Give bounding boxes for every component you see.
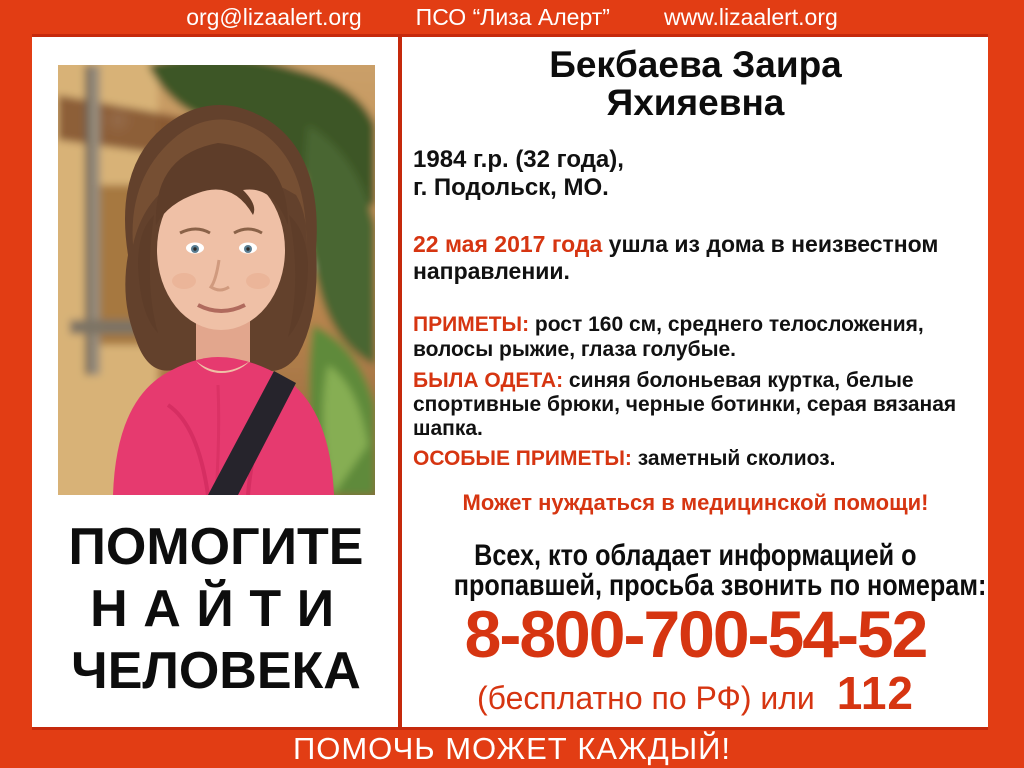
- medical-note: Может нуждаться в медицинской помощи!: [462, 490, 929, 515]
- person-name-line2: Яхияевна: [606, 82, 785, 123]
- special-features-text: заметный сколиоз.: [631, 447, 836, 470]
- org-website: www.lizaalert.org: [663, 3, 838, 30]
- disappearance-text: ушла из дома в неизвестном направлении.: [413, 231, 939, 284]
- hotline-phone-number: 8-800-700-54-52: [464, 597, 927, 671]
- org-email: org@lizaalert.org: [186, 3, 362, 30]
- help-line-1: ПОМОГИТЕ: [68, 518, 364, 576]
- emergency-number: 112: [836, 667, 915, 719]
- features-label: ПРИМЕТЫ:: [413, 313, 530, 336]
- clothes-paragraph: [413, 369, 975, 441]
- help-line-3: ЧЕЛОВЕКА: [71, 642, 361, 700]
- special-features-label: ОСОБЫЕ ПРИМЕТЫ:: [413, 447, 632, 470]
- features-paragraph: [413, 312, 975, 362]
- photo-illustration: [58, 65, 375, 495]
- person-figure: [113, 105, 334, 495]
- help-find-banner: [34, 516, 398, 702]
- org-name: ПСО “Лиза Алерт”: [415, 3, 610, 30]
- appeal-text: [403, 541, 988, 601]
- disappearance-info: [413, 231, 975, 285]
- special-features-paragraph: [413, 447, 975, 471]
- phone-subline: [403, 666, 988, 720]
- bottom-slogan: ПОМОЧЬ МОЖЕТ КАЖДЫЙ!: [292, 731, 732, 766]
- help-line-2: НАЙТИ: [90, 580, 350, 638]
- city: г. Подольск, МО.: [413, 174, 609, 201]
- birth-year: 1984 г.р. (32 года),: [413, 146, 624, 173]
- disappearance-date: 22 мая 2017 года: [413, 231, 603, 257]
- appeal-line-1: Всех, кто обладает информацией о: [474, 539, 917, 572]
- features-text: рост 160 см, среднего телосложения, волосы рыжие, глаза голубые.: [413, 313, 924, 361]
- clothes-text: синяя болоньевая куртка, белые спортивные брюки, черные ботинки, серая вязаная шапка.: [413, 369, 957, 440]
- person-name-line1: Бекбаева Заира: [549, 44, 842, 85]
- phone-note: (бесплатно по РФ) или: [476, 680, 815, 716]
- top-bar: [0, 0, 1024, 34]
- clothes-label: БЫЛА ОДЕТА:: [413, 369, 564, 392]
- column-divider: [398, 34, 402, 730]
- appeal-line-2: пропавшей, просьба звонить по номерам:: [453, 569, 987, 602]
- bottom-bar: [0, 730, 1024, 768]
- person-birth-info: [413, 146, 624, 202]
- missing-person-photo: [58, 65, 375, 495]
- person-name: [403, 46, 988, 122]
